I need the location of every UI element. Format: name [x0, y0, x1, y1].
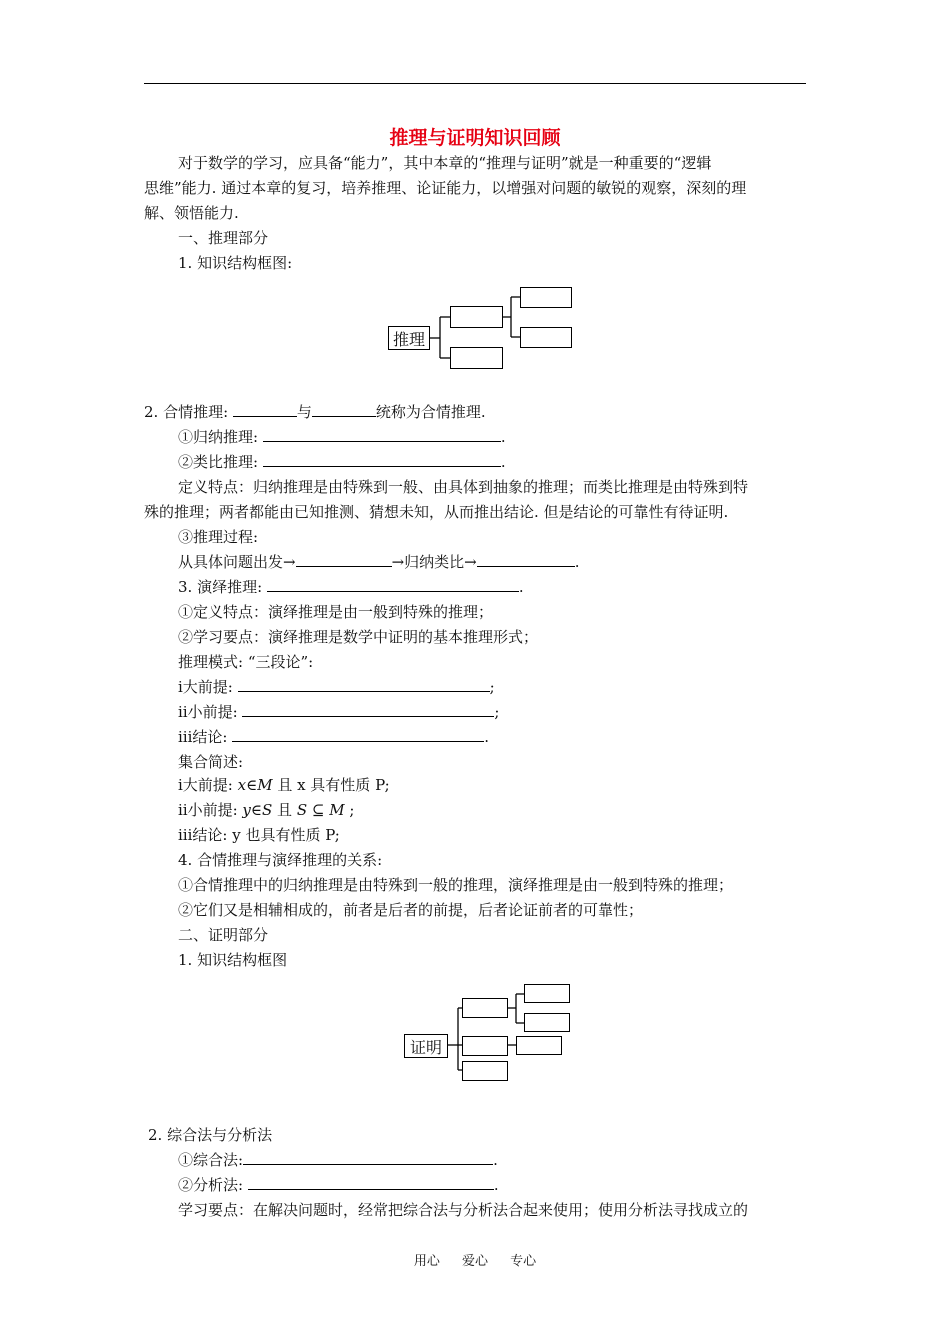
study-tip-line: 学习要点：在解决问题时，经常把综合法与分析法合起来使用；使用分析法寻找成立的 — [178, 1201, 749, 1219]
proof-root-box: 证明 — [404, 1034, 448, 1058]
deductive-period: . — [518, 578, 524, 596]
proof-leaf-box-3 — [516, 1036, 562, 1055]
reasoning-leaf-box-1 — [520, 287, 572, 308]
deductive-blank[interactable] — [267, 577, 519, 592]
reasoning-process-flow — [178, 552, 580, 572]
deductive-label: 3. 演绎推理: — [178, 578, 267, 596]
major-semicolon: ; — [489, 678, 495, 696]
reasoning-root-box: 推理 — [388, 326, 430, 350]
analysis-label: ②分析法: — [178, 1176, 248, 1194]
header-rule — [144, 83, 806, 84]
set-conclusion: ⅲ结论: y 也具有性质 P; — [178, 826, 340, 844]
definition-line-1: 定义特点：归纳推理是由特殊到一般、由具体到抽象的推理；而类比推理是由特殊到特 — [178, 478, 749, 496]
synthesis-line — [178, 1150, 498, 1170]
set-major-text: 且 x 具有性质 P; — [272, 776, 390, 794]
proof-leaf-box-1 — [524, 984, 570, 1003]
intro-line-3: 解、领悟能力. — [144, 204, 239, 222]
proof-branch-box-3 — [462, 1061, 508, 1081]
section-heading-proof: 二、证明部分 — [178, 926, 269, 944]
set-major-math: x∈M — [237, 776, 273, 794]
major-premise-label: ⅰ大前提: — [178, 678, 238, 696]
proof-branch-box-2 — [462, 1036, 508, 1056]
major-premise-line — [178, 677, 495, 697]
set-major-label: ⅰ大前提: — [178, 776, 238, 794]
relationship-heading: 4. 合情推理与演绎推理的关系: — [178, 851, 383, 869]
minor-premise-label: ⅱ小前提: — [178, 703, 243, 721]
relationship-point-2: ②它们又是相辅相成的，前者是后者的前提，后者论证前者的可靠性； — [178, 901, 644, 919]
analogy-label: ②类比推理: — [178, 453, 263, 471]
subheading-structure-diagram: 1. 知识结构框图: — [178, 254, 293, 272]
analogy-period: . — [500, 453, 506, 471]
set-minor-mid: 且 — [272, 801, 297, 819]
analogy-blank[interactable] — [263, 452, 501, 467]
plausible-blank-1[interactable] — [233, 402, 297, 417]
analysis-blank[interactable] — [248, 1175, 494, 1190]
set-minor-math: y∈S — [242, 801, 273, 819]
set-minor-label: ⅱ小前提: — [178, 801, 243, 819]
minor-premise-blank[interactable] — [242, 702, 494, 717]
plausible-and: 与 — [296, 403, 312, 421]
intro-line-1: 对于数学的学习，应具备“能力”，其中本章的“推理与证明”就是一种重要的“逻辑 — [178, 154, 712, 172]
reasoning-structure-diagram — [380, 280, 580, 380]
analysis-line — [178, 1175, 499, 1195]
syllogism-mode: 推理模式: “三段论”: — [178, 653, 314, 671]
flow-middle: →归纳类比→ — [391, 553, 477, 571]
conclusion-line — [178, 727, 489, 747]
induction-label: ①归纳推理: — [178, 428, 263, 446]
intro-line-2: 思维”能力. 通过本章的复习，培养推理、论证能力，以增强对问题的敏锐的观察，深刻的理 — [144, 179, 747, 197]
set-minor-premise — [178, 800, 354, 820]
subheading-proof-diagram: 1. 知识结构框图 — [178, 951, 288, 969]
page-title: 推理与证明知识回顾 — [389, 127, 561, 149]
deductive-reasoning-line — [178, 577, 524, 597]
set-minor-end: ; — [344, 801, 355, 819]
plausible-blank-2[interactable] — [312, 402, 376, 417]
conclusion-blank[interactable] — [232, 727, 484, 742]
reasoning-branch-box-2 — [450, 347, 503, 369]
flow-blank-2[interactable] — [477, 552, 575, 567]
synthesis-label: ①综合法: — [178, 1151, 244, 1169]
proof-leaf-box-2 — [524, 1013, 570, 1032]
synthesis-period: . — [493, 1151, 498, 1169]
definition-line-2: 殊的推理；两者都能由已知推测、猜想未知，从而推出结论. 但是结论的可靠性有待证明. — [144, 503, 729, 521]
conclusion-period: . — [484, 728, 489, 746]
set-minor-math-2: S ⊆ M — [296, 801, 345, 819]
minor-semicolon: ; — [494, 703, 500, 721]
reasoning-process-label: ③推理过程: — [178, 528, 259, 546]
reasoning-branch-box-1 — [450, 306, 503, 328]
plausible-label: 2. 合情推理: — [144, 403, 233, 421]
deductive-definition: ①定义特点：演绎推理是由一般到特殊的推理； — [178, 603, 494, 621]
relationship-point-1: ①合情推理中的归纳推理是由特殊到一般的推理，演绎推理是由一般到特殊的推理； — [178, 876, 734, 894]
major-premise-blank[interactable] — [238, 677, 490, 692]
induction-period: . — [500, 428, 506, 446]
analysis-period: . — [493, 1176, 499, 1194]
set-major-premise — [178, 775, 390, 795]
proof-structure-diagram — [400, 980, 580, 1090]
page-footer: 用心 爱心 专心 — [413, 1254, 537, 1269]
proof-branch-box-1 — [462, 998, 508, 1018]
flow-start: 从具体问题出发→ — [178, 553, 296, 571]
flow-blank-1[interactable] — [296, 552, 392, 567]
section-heading-reasoning: 一、推理部分 — [178, 229, 269, 247]
plausible-suffix: 统称为合情推理. — [375, 403, 486, 421]
conclusion-label: ⅲ结论: — [178, 728, 233, 746]
flow-period: . — [574, 553, 580, 571]
analogy-line — [178, 452, 506, 472]
synthesis-blank[interactable] — [243, 1150, 493, 1165]
synthesis-analysis-heading: 2. 综合法与分析法 — [148, 1126, 273, 1144]
induction-line — [178, 427, 506, 447]
deductive-key-point: ②学习要点：演绎推理是数学中证明的基本推理形式； — [178, 628, 539, 646]
induction-blank[interactable] — [263, 427, 501, 442]
minor-premise-line — [178, 702, 499, 722]
reasoning-leaf-box-2 — [520, 327, 572, 348]
set-description-label: 集合简述: — [178, 753, 244, 771]
plausible-reasoning-line — [144, 402, 486, 422]
